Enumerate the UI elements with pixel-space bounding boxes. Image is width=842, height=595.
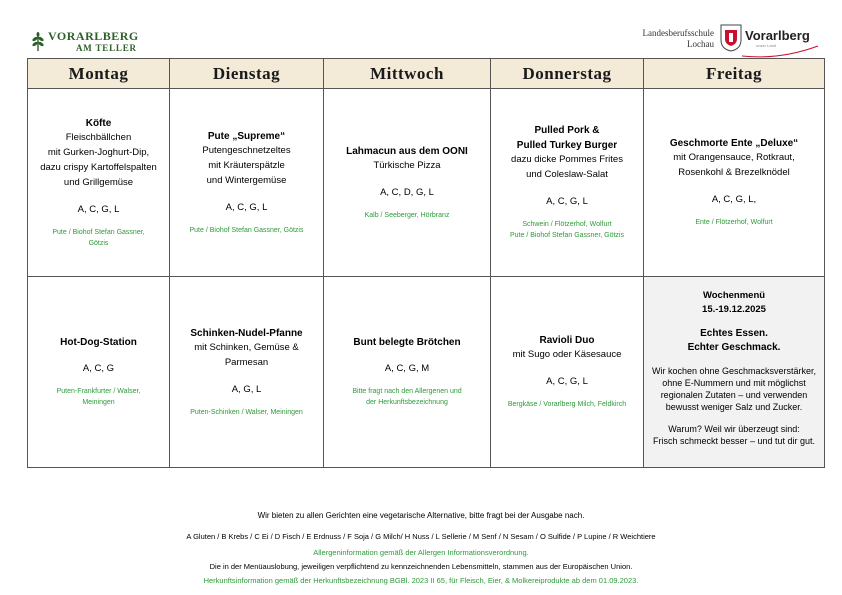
footer-allergen-regulation: Allergeninformation gemäß der Allergen Informationsverordnung. <box>313 548 529 557</box>
meal-description <box>324 158 490 173</box>
text-line: ohne E-Nummern und mit möglichst <box>662 378 806 388</box>
meal-title: Köfte <box>85 117 112 129</box>
wochenmenu-box <box>644 277 825 468</box>
meal-cell-monday-1 <box>28 89 170 277</box>
meal-origin <box>644 217 824 228</box>
day-header-friday: Freitag <box>644 59 825 89</box>
meal-description <box>644 150 824 180</box>
meal-cell-friday-1 <box>644 89 825 277</box>
desc-line: und Wintergemüse <box>206 174 287 186</box>
meal-origin <box>324 210 490 221</box>
menu-row-2 <box>28 277 825 468</box>
desc-line: und Grillgemüse <box>63 176 134 188</box>
meal-cell-wednesday-1 <box>324 89 491 277</box>
origin-line: Meiningen <box>82 399 115 406</box>
meal-description <box>491 152 643 182</box>
day-header-row <box>28 59 825 89</box>
meal-allergens: A, C, G <box>82 363 115 374</box>
meal-title: Geschmorte Ente „Deluxe“ <box>669 138 799 149</box>
meal-cell-wednesday-2 <box>324 277 491 468</box>
wochenmenu-date: 15.-19.12.2025 <box>702 304 766 315</box>
meal-cell-monday-2 <box>28 277 170 468</box>
wheat-icon <box>30 31 46 51</box>
desc-line: dazu dicke Pommes Frites <box>511 154 623 165</box>
origin-line: Puten-Frankfurter / Walser, <box>56 388 141 395</box>
meal-cell-tuesday-1 <box>170 89 324 277</box>
slogan-line: Echter Geschmack. <box>687 342 781 353</box>
meal-allergens: A, C, G, L <box>225 201 268 213</box>
meal-allergens: A, C, D, G, L <box>380 186 434 198</box>
wochenmenu-text <box>644 365 824 413</box>
origin-line: der Herkunftsbezeichnung <box>366 399 448 406</box>
meal-description <box>170 340 323 370</box>
meal-description <box>170 143 323 188</box>
slogan-line: Echtes Essen. <box>700 328 768 339</box>
meal-title: Bunt belegte Brötchen <box>353 337 461 348</box>
desc-line: mit Orangensauce, Rotkraut, <box>673 152 795 163</box>
wochenmenu-slogan <box>644 327 824 355</box>
desc-line: Fleischbällchen <box>65 131 132 143</box>
school-name-line2: Lochau <box>687 39 714 49</box>
meal-origin <box>170 407 323 418</box>
footer-vegetarian-note: Wir bieten zu allen Gerichten eine vegetarische Alternative, bitte fragt bei der Ausgabe nach. <box>257 511 585 520</box>
vorarlberg-am-teller-logo <box>30 28 150 56</box>
desc-line: dazu crispy Kartoffelspalten <box>40 161 157 173</box>
desc-line: mit Schinken, Gemüse & <box>194 341 299 353</box>
school-logo <box>632 22 822 56</box>
meal-title: Ravioli Duo <box>539 335 595 346</box>
text-line: regionalen Zutaten – und verwenden <box>660 390 808 400</box>
text-line: bewusst weniger Salz und Zucker. <box>665 402 803 412</box>
desc-line: Türkische Pizza <box>373 159 441 171</box>
day-header-thursday: Donnerstag <box>491 59 644 89</box>
meal-description <box>28 130 169 190</box>
menu-row-1 <box>28 89 825 277</box>
meal-description <box>491 347 643 362</box>
desc-line: Rosenkohl & Brezelknödel <box>678 167 790 178</box>
origin-line: Puten-Schinken / Walser, Meiningen <box>190 408 303 416</box>
desc-line: Putengeschnetzeltes <box>202 144 291 156</box>
meal-title: Schinken-Nudel-Pfanne <box>190 327 303 339</box>
meal-origin <box>28 227 169 249</box>
day-header-tuesday: Dienstag <box>170 59 324 89</box>
text-line: Wir kochen ohne Geschmacksverstärker, <box>651 366 817 376</box>
meal-origin <box>170 225 323 236</box>
desc-line: mit Sugo oder Käsesauce <box>512 349 622 360</box>
why-line: Frisch schmeckt besser – und tut dir gut. <box>652 436 816 446</box>
coat-of-arms-icon <box>720 24 742 52</box>
weekly-menu-table <box>27 58 825 468</box>
meal-allergens: A, C, G, L <box>546 196 588 207</box>
meal-origin <box>324 386 490 408</box>
why-line: Warum? Weil wir überzeugt sind: <box>668 424 800 434</box>
brand-line1: VORARLBERG <box>48 29 139 43</box>
swoosh-icon <box>740 44 820 58</box>
meal-allergens: A, C, G, L, <box>711 194 757 205</box>
state-name: Vorarlberg <box>745 28 810 43</box>
desc-line: Parmesan <box>224 356 269 368</box>
footer-eu-origin-note: Die in der Menüauslobung, jeweiligen verpflichtend zu kennzeichnenden Lebensmitteln, stammen aus der Europäischen Union. <box>209 562 633 571</box>
meal-allergens: A, C, G, L <box>546 376 588 387</box>
meal-cell-tuesday-2 <box>170 277 324 468</box>
meal-title: Lahmacun aus dem OONI <box>346 145 468 157</box>
meal-cell-thursday-1 <box>491 89 644 277</box>
desc-line: mit Gurken-Joghurt-Dip, <box>47 146 150 158</box>
meal-title: Pulled Pork & <box>534 125 600 136</box>
origin-line: Pute / Biohof Stefan Gassner, Götzis <box>189 226 304 234</box>
origin-line: Bergkäse / Vorarlberg Milch, Feldkirch <box>507 401 627 408</box>
meal-allergens: A, G, L <box>231 383 262 395</box>
meal-title: Hot-Dog-Station <box>60 337 137 348</box>
meal-origin <box>491 219 643 241</box>
footer-origin-law: Herkunftsinformation gemäß der Herkunftsbezeichnung BGBl. 2023 II 65, für Fleisch, Eier, & Molkereiprodukte ab dem 01.09.2023. <box>203 576 639 585</box>
brand-line2: AM TELLER <box>76 43 137 53</box>
origin-line: Götzis <box>88 239 109 247</box>
state-tagline: unser Land <box>756 43 777 48</box>
school-name <box>632 28 714 50</box>
meal-origin <box>491 399 643 410</box>
meal-title-line2: Pulled Turkey Burger <box>516 140 618 151</box>
day-header-wednesday: Mittwoch <box>324 59 491 89</box>
meal-origin <box>28 386 169 408</box>
origin-line: Schwein / Flötzerhof, Wolfurt <box>522 221 612 228</box>
school-name-line1: Landesberufsschule <box>642 28 714 38</box>
wochenmenu-why <box>644 423 824 447</box>
meal-cell-thursday-2 <box>491 277 644 468</box>
origin-line: Kalb / Seeberger, Hörbranz <box>364 211 450 219</box>
wochenmenu-title: Wochenmenü <box>702 290 766 301</box>
origin-line: Pute / Biohof Stefan Gassner, <box>52 228 145 236</box>
origin-line: Pute / Biohof Stefan Gassner, Götzis <box>509 232 624 239</box>
desc-line: und Coleslaw-Salat <box>526 169 608 180</box>
meal-allergens: A, C, G, L <box>77 203 120 215</box>
origin-line: Ente / Flötzerhof, Wolfurt <box>695 219 773 226</box>
origin-line: Bitte fragt nach den Allergenen und <box>352 388 462 395</box>
meal-title: Pute „Supreme“ <box>207 130 286 142</box>
day-header-monday: Montag <box>28 59 170 89</box>
meal-allergens: A, C, G, M <box>384 363 430 374</box>
footer-allergen-legend: A Gluten / B Krebs / C Ei / D Fisch / E Erdnuss / F Soja / G Milch/ H Nuss / L Sellerie / M Senf / N Sesam / O Sulfide / P Lupine / R Weichtiere <box>186 532 656 541</box>
desc-line: mit Kräuterspätzle <box>208 159 285 171</box>
